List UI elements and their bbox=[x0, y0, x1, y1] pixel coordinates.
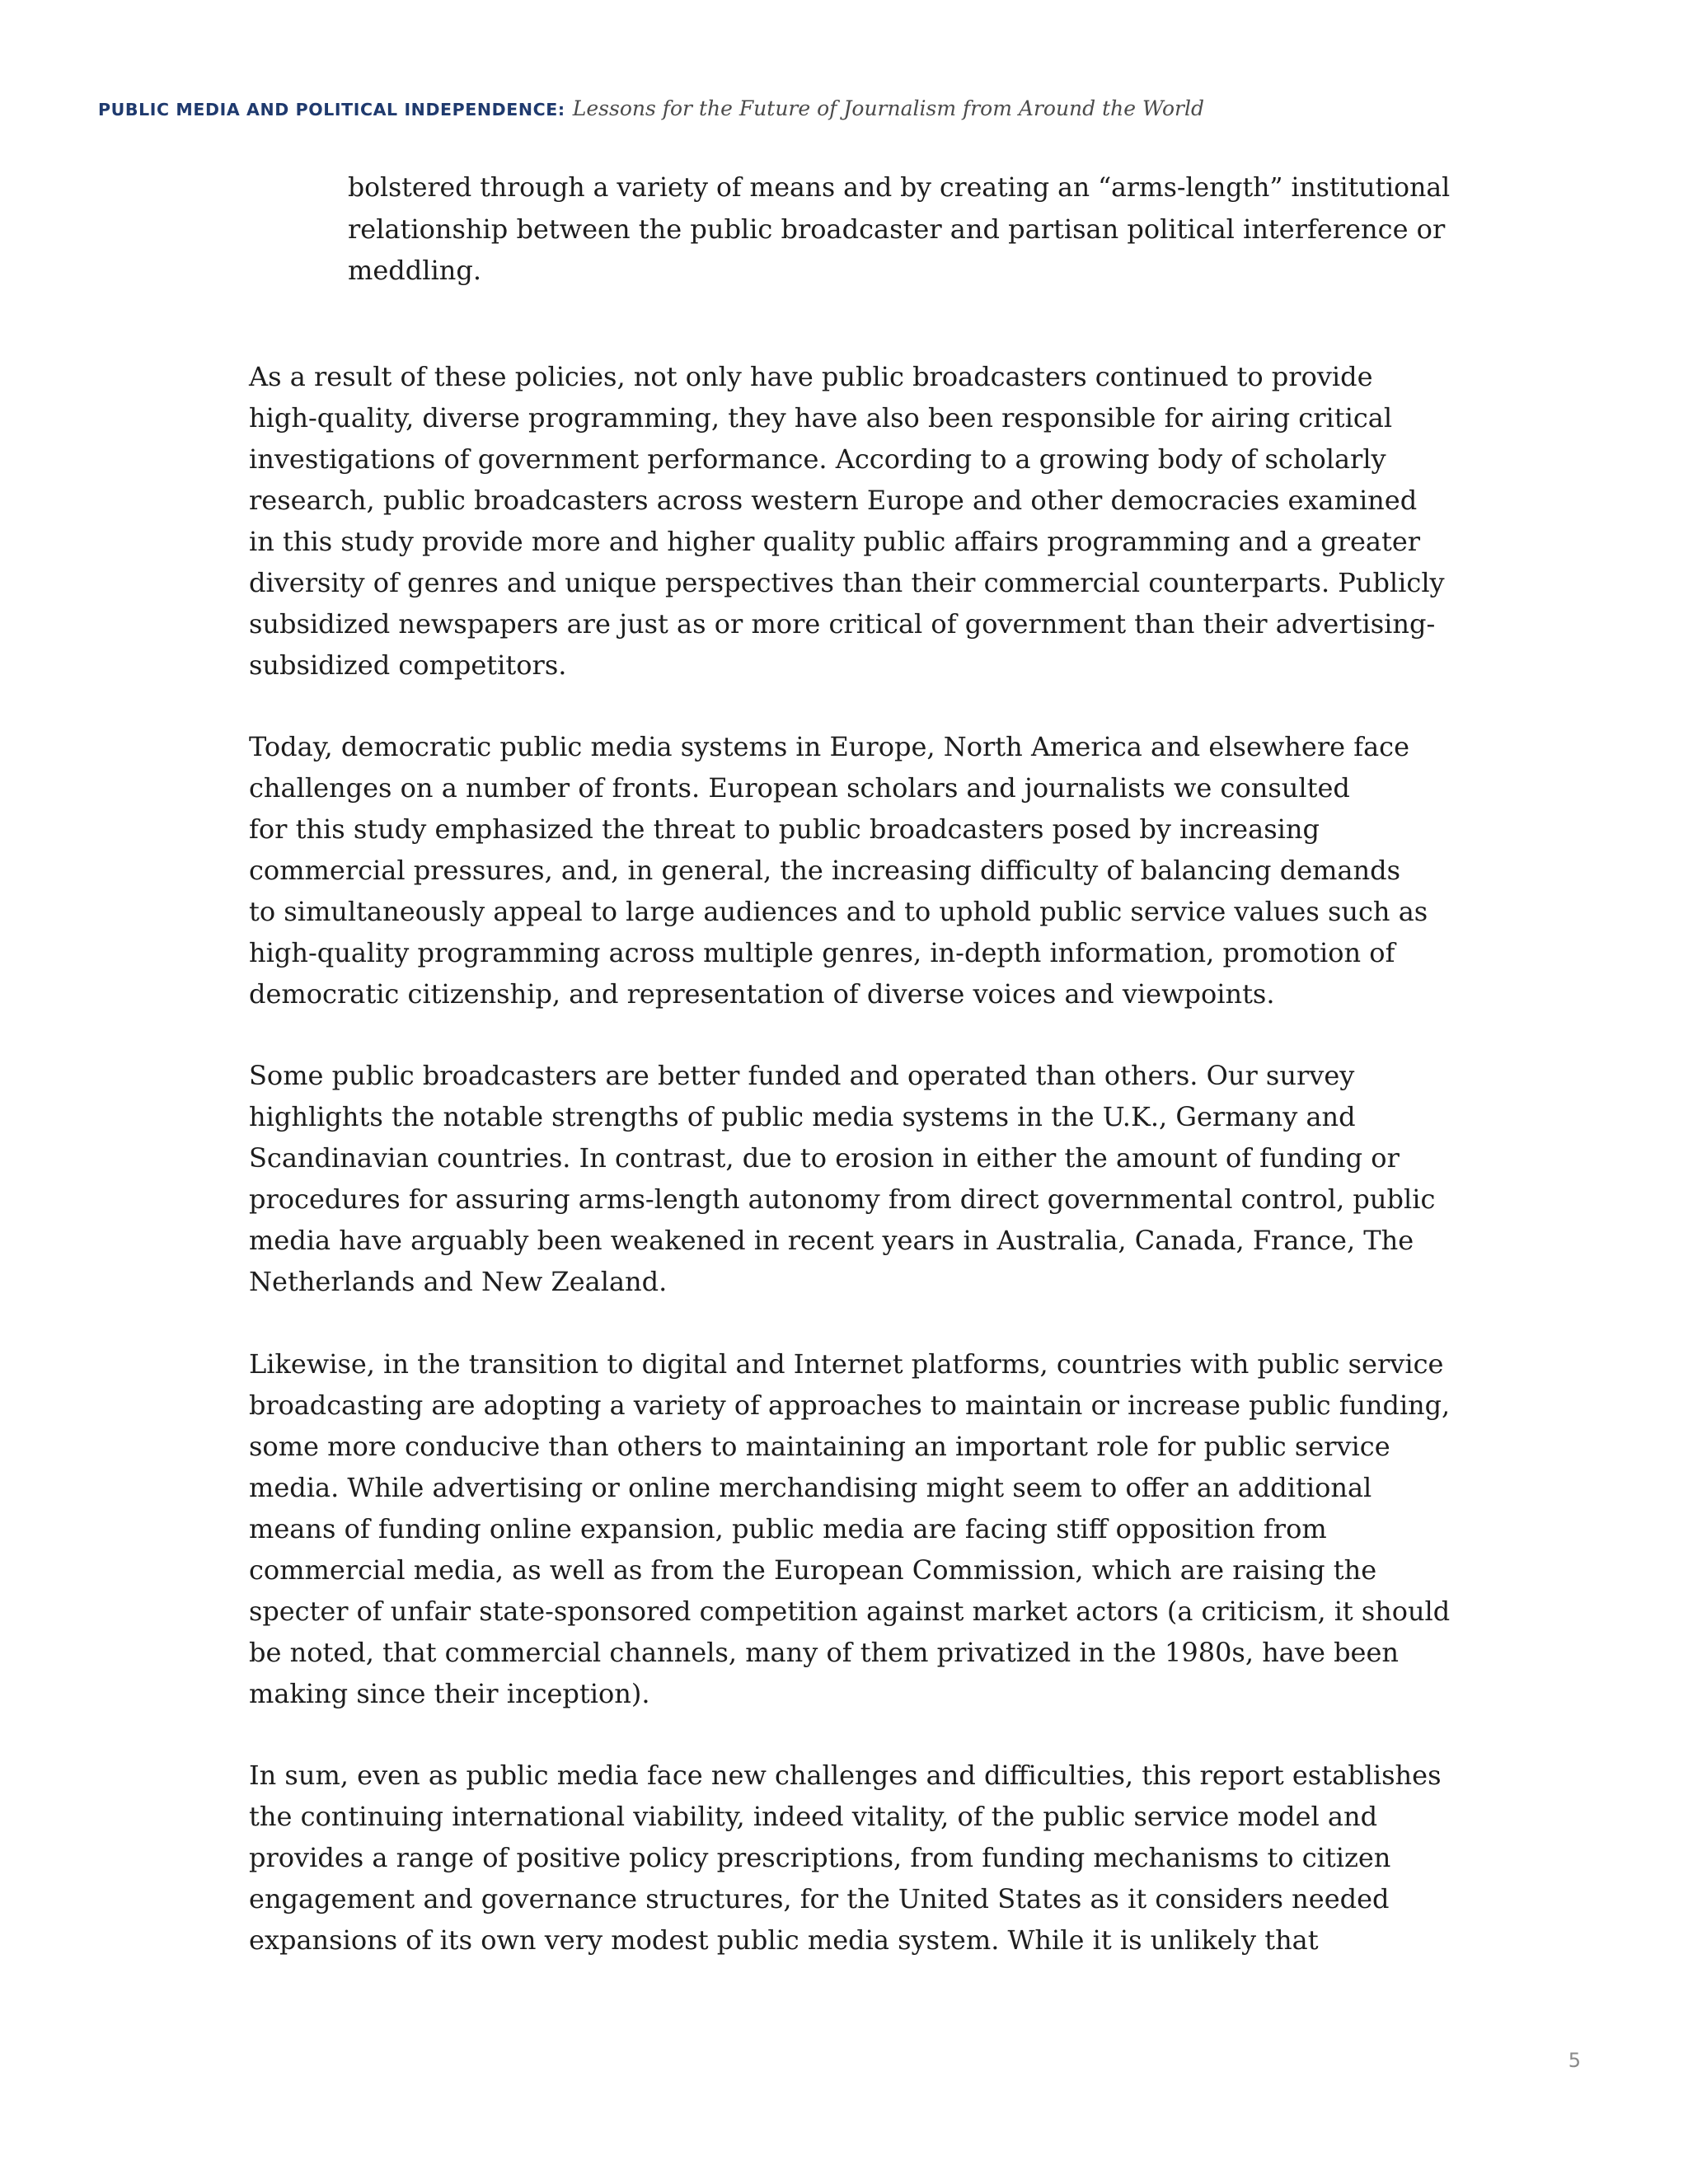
text-line: investigations of government performance. According to a growing body of scholarly bbox=[249, 443, 1386, 475]
running-header bbox=[98, 92, 1204, 128]
text-line: commercial media, as well as from the European Commission, which are raising the bbox=[249, 1554, 1377, 1586]
text-line: high-quality programming across multiple genres, in-depth information, promotion of bbox=[249, 937, 1395, 968]
paragraph-policies-result bbox=[249, 356, 1445, 686]
text-line: As a result of these policies, not only have public broadcasters continued to provide bbox=[249, 361, 1373, 392]
text-line: be noted, that commercial channels, many of them privatized in the 1980s, have been bbox=[249, 1637, 1400, 1668]
paragraph-funding-comparison bbox=[249, 1055, 1435, 1302]
paragraph-continuation bbox=[348, 167, 1450, 291]
series-subtitle: Lessons for the Future of Journalism from Around the World bbox=[572, 96, 1204, 120]
text-line: Scandinavian countries. In contrast, due to erosion in either the amount of funding or bbox=[249, 1142, 1400, 1174]
text-line: In sum, even as public media face new challenges and difficulties, this report establishes bbox=[249, 1760, 1442, 1791]
text-line: means of funding online expansion, public media are facing stiff opposition from bbox=[249, 1513, 1327, 1544]
text-line: some more conducive than others to maintaining an important role for public service bbox=[249, 1431, 1390, 1462]
text-line: media have arguably been weakened in recent years in Australia, Canada, France, The bbox=[249, 1225, 1414, 1256]
text-line: procedures for assuring arms-length autonomy from direct governmental control, public bbox=[249, 1183, 1436, 1215]
text-line: for this study emphasized the threat to public broadcasters posed by increasing bbox=[249, 813, 1320, 845]
text-line: relationship between the public broadcaster and partisan political interference or bbox=[348, 213, 1446, 245]
text-line: research, public broadcasters across western Europe and other democracies examined bbox=[249, 485, 1418, 516]
text-line: highlights the notable strengths of public media systems in the U.K., Germany and bbox=[249, 1101, 1356, 1132]
text-line: broadcasting are adopting a variety of approaches to maintain or increase public funding, bbox=[249, 1390, 1451, 1421]
text-line: Netherlands and New Zealand. bbox=[249, 1266, 668, 1297]
text-line: provides a range of positive policy prescriptions, from funding mechanisms to citizen bbox=[249, 1842, 1391, 1873]
text-line: in this study provide more and higher quality public affairs programming and a greater bbox=[249, 526, 1421, 557]
text-line: high-quality, diverse programming, they have also been responsible for airing critical bbox=[249, 402, 1393, 434]
text-line: challenges on a number of fronts. European scholars and journalists we consulted bbox=[249, 772, 1350, 804]
paragraph-challenges bbox=[249, 726, 1428, 1015]
paragraph-digital-transition bbox=[249, 1343, 1450, 1714]
text-line: commercial pressures, and, in general, the increasing difficulty of balancing demands bbox=[249, 855, 1401, 886]
text-line: subsidized newspapers are just as or more critical of government than their advertising- bbox=[249, 608, 1436, 640]
text-line: diversity of genres and unique perspectives than their commercial counterparts. Publicly bbox=[249, 567, 1445, 598]
text-line: Likewise, in the transition to digital and Internet platforms, countries with public service bbox=[249, 1348, 1444, 1380]
text-line: subsidized competitors. bbox=[249, 649, 567, 681]
text-line: Today, democratic public media systems in Europe, North America and elsewhere face bbox=[249, 731, 1410, 762]
text-line: the continuing international viability, indeed vitality, of the public service model and bbox=[249, 1801, 1378, 1832]
paragraph-summary bbox=[249, 1755, 1441, 1961]
text-line: Some public broadcasters are better funded and operated than others. Our survey bbox=[249, 1060, 1355, 1091]
page-number: 5 bbox=[1568, 2049, 1581, 2072]
text-line: engagement and governance structures, for the United States as it considers needed bbox=[249, 1883, 1390, 1915]
text-line: to simultaneously appeal to large audiences and to uphold public service values such as bbox=[249, 896, 1428, 927]
text-line: media. While advertising or online merchandising might seem to offer an additional bbox=[249, 1472, 1372, 1503]
text-line: specter of unfair state-sponsored competition against market actors (a criticism, it should bbox=[249, 1596, 1451, 1627]
text-line: bolstered through a variety of means and by creating an “arms-length” institutional bbox=[348, 173, 1451, 203]
series-title: PUBLIC MEDIA AND POLITICAL INDEPENDENCE: bbox=[98, 100, 565, 120]
text-line: democratic citizenship, and representation of diverse voices and viewpoints. bbox=[249, 978, 1275, 1010]
text-line: expansions of its own very modest public media system. While it is unlikely that bbox=[249, 1924, 1319, 1956]
text-line: meddling. bbox=[348, 255, 481, 286]
text-line: making since their inception). bbox=[249, 1678, 650, 1709]
